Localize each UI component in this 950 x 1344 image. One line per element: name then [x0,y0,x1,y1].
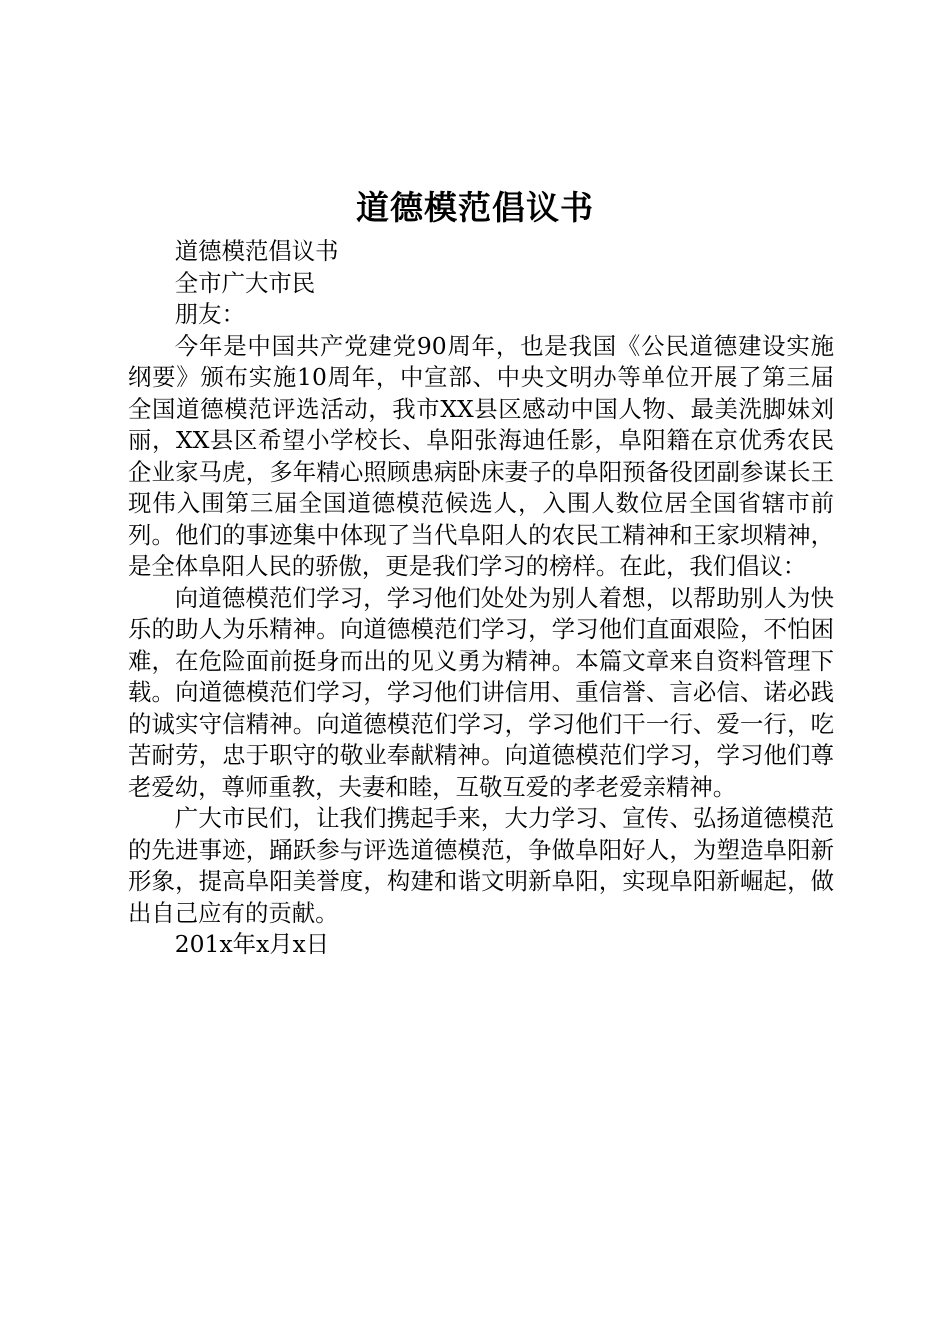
paragraph-proposals: 向道德模范们学习，学习他们处处为别人着想，以帮助别人为快乐的助人为乐精神。向道德模范们学习，学习他们直面艰险，不怕困难，在危险面前挺身而出的见义勇为精神。本篇文章来自资料管理下载。向道德模范们学习，学习他们讲信用、重信誉、言必信、诺必践的诚实守信精神。向道德模范们学习，学习他们干一行、爱一行，吃苦耐劳，忠于职守的敬业奉献精神。向道德模范们学习，学习他们尊老爱幼，尊师重教，夫妻和睦，互敬互爱的孝老爱亲精神。 [128,583,834,801]
paragraph-intro: 今年是中国共产党建党90周年，也是我国《公民道德建设实施纲要》颁布实施10周年，中宣部、中央文明办等单位开展了第三届全国道德模范评选活动，我市XX县区感动中国人物、最美洗脚妹刘丽，XX县区希望小学校长、阜阳张海迪任影，阜阳籍在京优秀农民企业家马虎，多年精心照顾患病卧床妻子的阜阳预备役团副参谋长王现伟入围第三届全国道德模范候选人，入围人数位居全国省辖市前列。他们的事迹集中体现了当代阜阳人的农民工精神和王家坝精神，是全体阜阳人民的骄傲，更是我们学习的榜样。在此，我们倡议： [128,331,834,580]
paragraph-call-to-action: 广大市民们，让我们携起手来，大力学习、宣传、弘扬道德模范的先进事迹，踊跃参与评选道德模范，争做阜阳好人，为塑造阜阳新形象，提高阜阳美誉度，构建和谐文明新阜阳，实现阜阳新崛起，做出自己应有的贡献。 [128,804,834,927]
document-body [128,236,834,961]
paragraph-heading-repeat: 道德模范倡议书 [174,237,339,265]
paragraph-salutation: 朋友： [174,300,245,328]
paragraph-date: 201x年x月x日 [174,930,330,958]
document-title: 道德模范倡议书 [356,188,594,227]
paragraph-addressee: 全市广大市民 [174,268,316,297]
